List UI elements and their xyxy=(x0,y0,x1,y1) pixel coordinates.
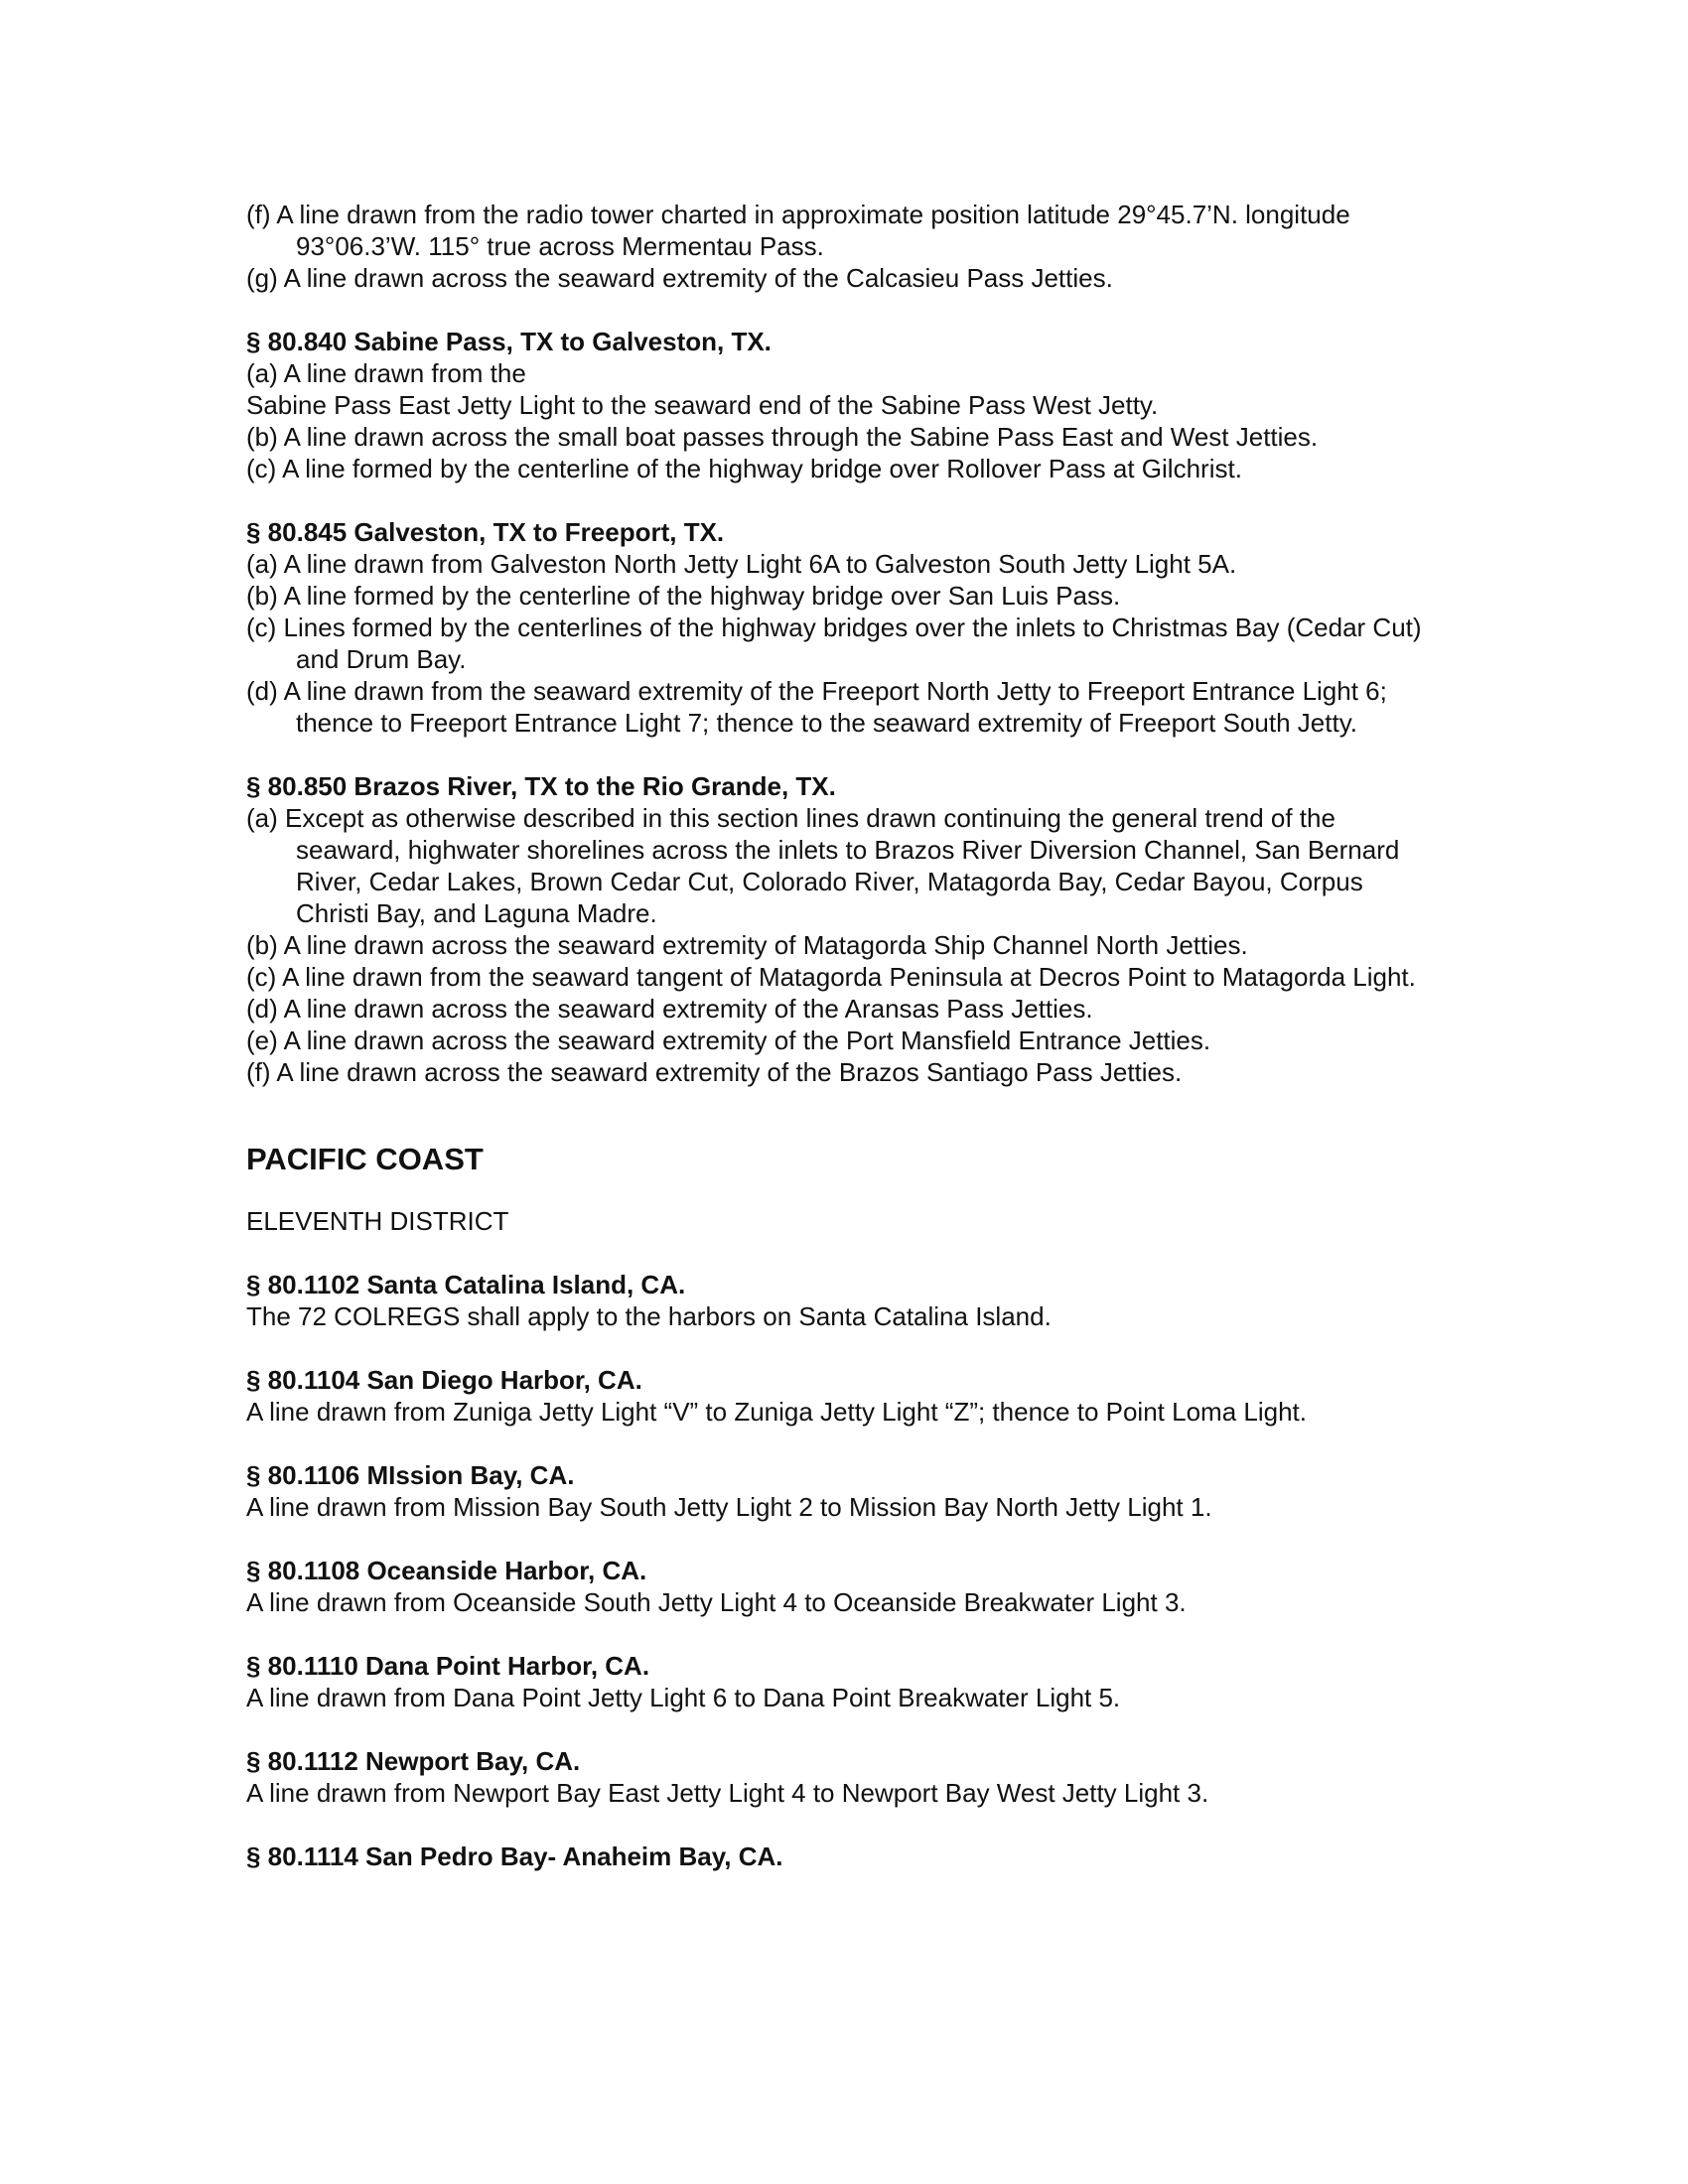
section-text: A line drawn from Zuniga Jetty Light “V” to Zuniga Jetty Light “Z”; thence to Point Loma Light. xyxy=(246,1397,1307,1427)
section-text: A line drawn from Mission Bay South Jetty Light 2 to Mission Bay North Jetty Light 1. xyxy=(246,1492,1212,1522)
spacer xyxy=(246,1523,1438,1555)
paragraph-item: (b) A line formed by the centerline of the highway bridge over San Luis Pass. xyxy=(246,581,1121,611)
spacer xyxy=(246,1713,1438,1745)
document-page xyxy=(246,199,1438,1872)
paragraph-item: (d) A line drawn from the seaward extremity of the Freeport North Jetty to Freeport Entrance Light 6; thence to Freeport Entrance Light 7; thence to the seaward extremity of Freeport South Jetty. xyxy=(246,676,1387,738)
paragraph-item: (c) Lines formed by the centerlines of the highway bridges over the inlets to Christmas Bay (Cedar Cut) and Drum Bay. xyxy=(246,613,1422,674)
spacer xyxy=(246,1088,1438,1140)
paragraph-item: (f) A line drawn from the radio tower charted in approximate position latitude 29°45.7’N. longitude 93°06.3’W. 115° true across Mermentau Pass. xyxy=(246,200,1350,261)
paragraph-item: (a) A line drawn from the xyxy=(246,358,526,388)
section-heading: § 80.840 Sabine Pass, TX to Galveston, TX. xyxy=(246,327,772,356)
paragraph-item: (b) A line drawn across the seaward extremity of Matagorda Ship Channel North Jetties. xyxy=(246,930,1248,960)
paragraph-item: (b) A line drawn across the small boat passes through the Sabine Pass East and West Jetties. xyxy=(246,422,1319,452)
section-heading: § 80.1112 Newport Bay, CA. xyxy=(246,1746,581,1776)
section-heading: § 80.845 Galveston, TX to Freeport, TX. xyxy=(246,517,725,547)
spacer xyxy=(246,1332,1438,1364)
paragraph-item: Sabine Pass East Jetty Light to the seaward end of the Sabine Pass West Jetty. xyxy=(246,390,1159,420)
section-heading: § 80.1108 Oceanside Harbor, CA. xyxy=(246,1556,647,1585)
spacer xyxy=(246,1618,1438,1650)
spacer xyxy=(246,294,1438,326)
section-heading: § 80.1106 MIssion Bay, CA. xyxy=(246,1460,575,1490)
spacer xyxy=(246,1428,1438,1459)
spacer xyxy=(246,1179,1438,1205)
section-heading: § 80.1114 San Pedro Bay- Anaheim Bay, CA. xyxy=(246,1842,783,1871)
section-heading: § 80.850 Brazos River, TX to the Rio Grande, TX. xyxy=(246,771,836,801)
paragraph-item: (d) A line drawn across the seaward extremity of the Aransas Pass Jetties. xyxy=(246,994,1093,1024)
paragraph-item: (f) A line drawn across the seaward extremity of the Brazos Santiago Pass Jetties. xyxy=(246,1057,1183,1087)
section-heading: § 80.1104 San Diego Harbor, CA. xyxy=(246,1365,642,1395)
paragraph-item: (e) A line drawn across the seaward extremity of the Port Mansfield Entrance Jetties. xyxy=(246,1025,1211,1055)
section-text: A line drawn from Oceanside South Jetty Light 4 to Oceanside Breakwater Light 3. xyxy=(246,1587,1187,1617)
paragraph-item: (a) Except as otherwise described in this section lines drawn continuing the general trend of the seaward, highwater shorelines across the inlets to Brazos River Diversion Channel, San Bernard River, Cedar Lakes, Brown Cedar Cut, Colorado River, Matagorda Bay, Cedar Bayou, Corpus Christi Bay, and Laguna Madre. xyxy=(246,803,1400,928)
spacer xyxy=(246,1809,1438,1841)
section-text: A line drawn from Newport Bay East Jetty Light 4 to Newport Bay West Jetty Light 3. xyxy=(246,1778,1209,1808)
coast-heading: PACIFIC COAST xyxy=(246,1142,484,1176)
section-heading: § 80.1102 Santa Catalina Island, CA. xyxy=(246,1270,686,1299)
section-heading: § 80.1110 Dana Point Harbor, CA. xyxy=(246,1651,650,1681)
spacer xyxy=(246,484,1438,516)
paragraph-item: (a) A line drawn from Galveston North Jetty Light 6A to Galveston South Jetty Light 5A. xyxy=(246,549,1237,579)
spacer xyxy=(246,1237,1438,1269)
section-text: A line drawn from Dana Point Jetty Light 6 to Dana Point Breakwater Light 5. xyxy=(246,1683,1121,1712)
paragraph-item: (g) A line drawn across the seaward extremity of the Calcasieu Pass Jetties. xyxy=(246,263,1113,293)
district-heading: ELEVENTH DISTRICT xyxy=(246,1206,509,1236)
spacer xyxy=(246,739,1438,770)
paragraph-item: (c) A line drawn from the seaward tangent of Matagorda Peninsula at Decros Point to Matagorda Light. xyxy=(246,962,1416,992)
section-text: The 72 COLREGS shall apply to the harbors on Santa Catalina Island. xyxy=(246,1301,1052,1331)
paragraph-item: (c) A line formed by the centerline of the highway bridge over Rollover Pass at Gilchrist. xyxy=(246,454,1242,483)
